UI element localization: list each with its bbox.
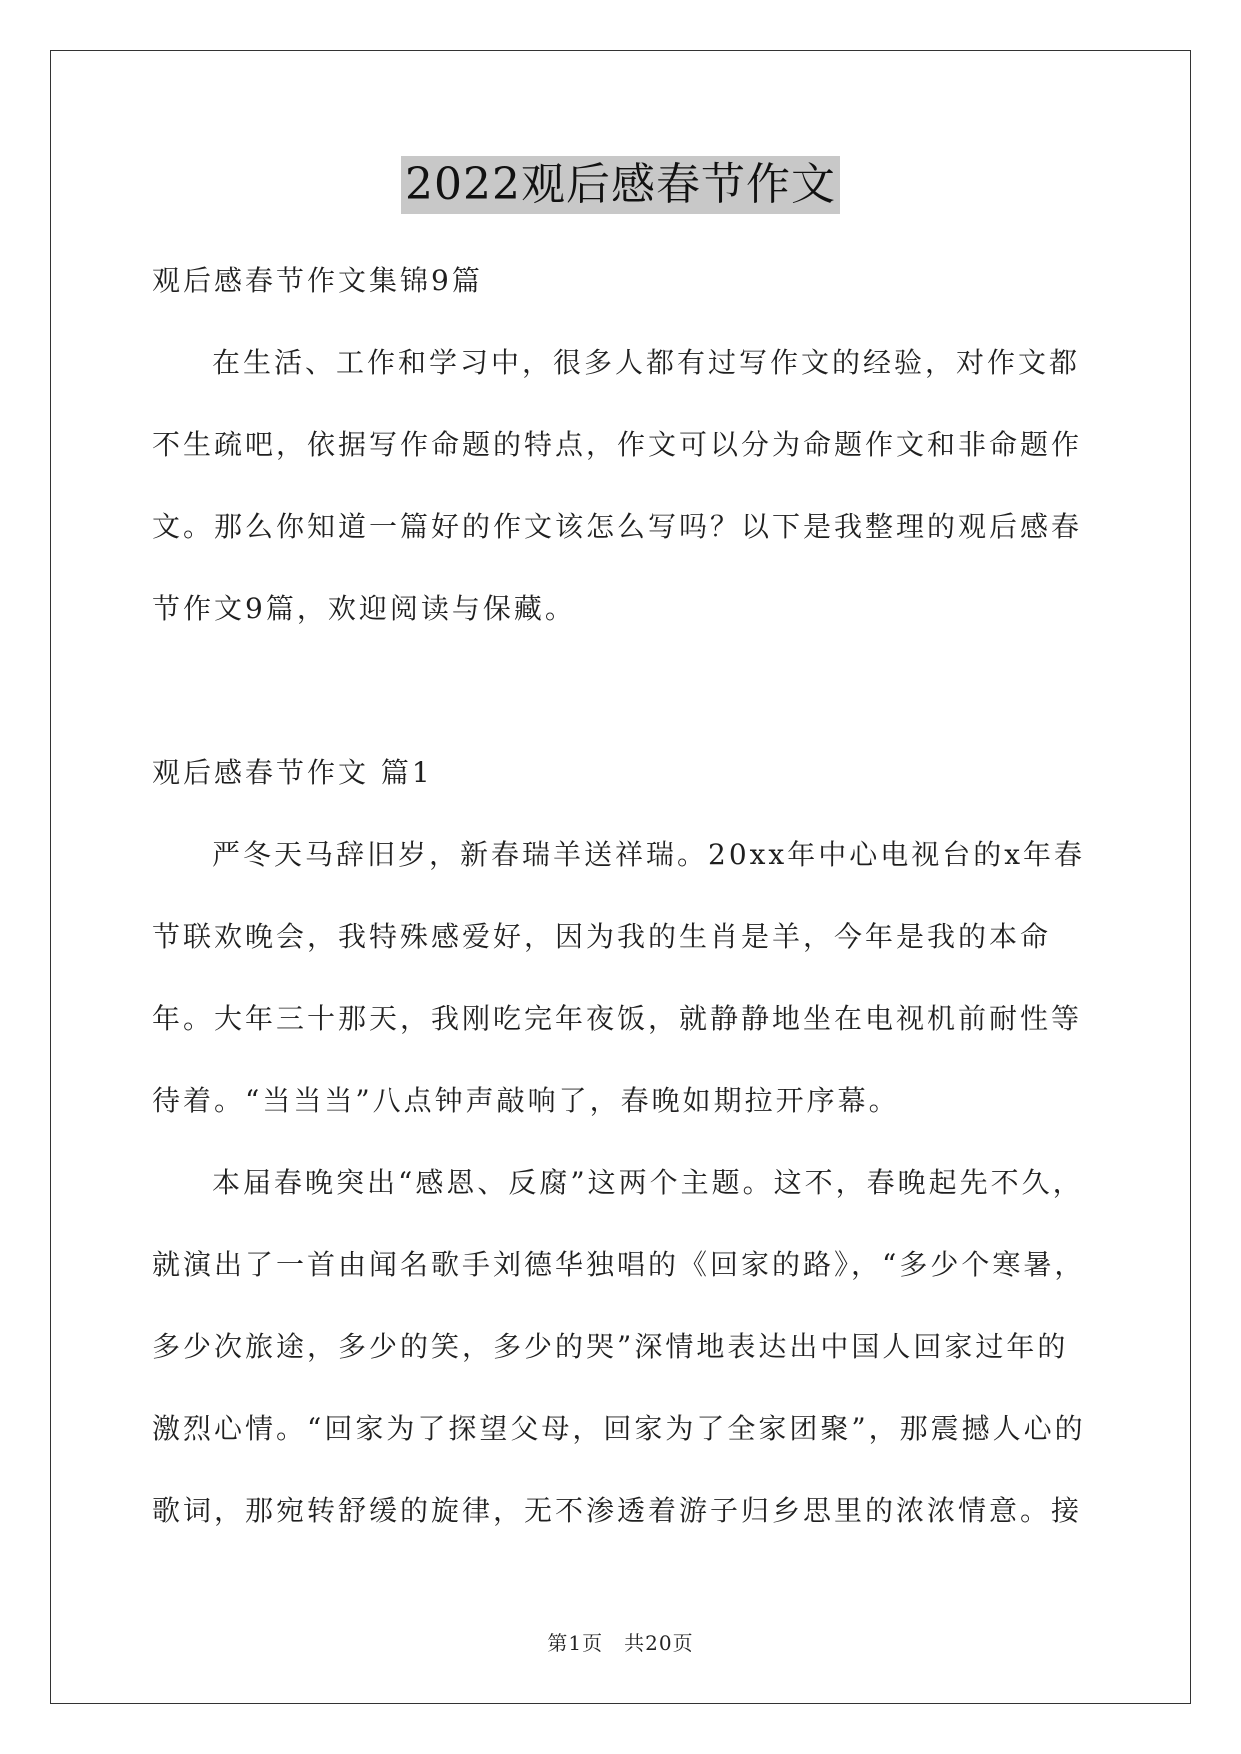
intro-paragraph: 在生活、工作和学习中，很多人都有过写作文的经验，对作文都不生疏吧，依据写作命题的特点，作文可以分为命题作文和非命题作文。那么你知道一篇好的作文该怎么写吗？以下是我整理的观后感春节作文9篇，欢迎阅读与保藏。	[152, 346, 1083, 625]
document-subtitle: 观后感春节作文集锦9篇	[152, 264, 483, 297]
body-paragraph-1: 严冬天马辞旧岁，新春瑞羊送祥瑞。20xx年中心电视台的x年春节联欢晚会，我特殊感爱好，因为我的生肖是羊，今年是我的本命年。大年三十那天，我刚吃完年夜饭，就静静地坐在电视机前耐性等待着。“当当当”八点钟声敲响了，春晚如期拉开序幕。	[152, 838, 1086, 1117]
page-number-footer: 第1页 共20页	[547, 1631, 694, 1655]
title-container	[0, 156, 1241, 214]
document-title: 2022观后感春节作文	[401, 156, 840, 214]
section-heading: 观后感春节作文 篇1	[152, 756, 433, 789]
body-paragraph-2: 本届春晚突出“感恩、反腐”这两个主题。这不，春晚起先不久，就演出了一首由闻名歌手刘德华独唱的《回家的路》，“多少个寒暑，多少次旅途，多少的笑，多少的哭”深情地表达出中国人回家过年的激烈心情。“回家为了探望父母，回家为了全家团聚”，那震撼人心的歌词，那宛转舒缓的旋律，无不渗透着游子归乡思里的浓浓情意。接	[152, 1166, 1086, 1527]
document-body	[152, 240, 1094, 1552]
